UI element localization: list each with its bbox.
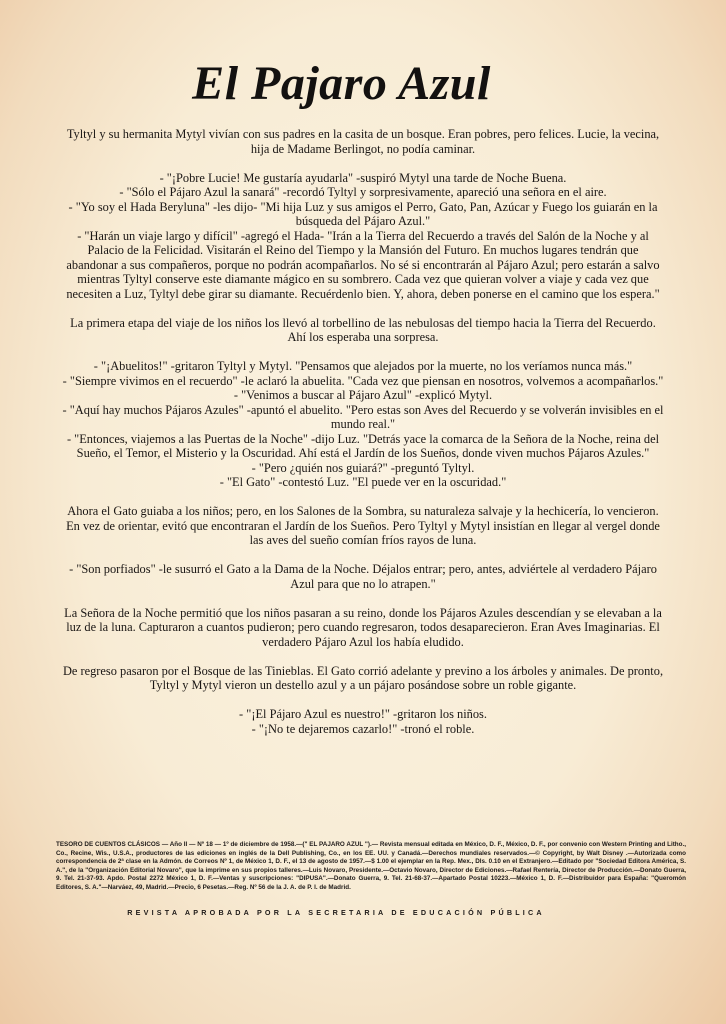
paragraph-gap <box>62 156 664 171</box>
approval-notice: REVISTA APROBADA POR LA SECRETARIA DE EDUCACIÓN PÚBLICA <box>127 908 545 917</box>
story-paragraph: De regreso pasaron por el Bosque de las Tinieblas. El Gato corrió adelante y previno a los árboles y animales. De pronto, Tyltyl y Mytyl vieron un destello azul y a un pájaro posándose sobre un roble gigante. <box>62 663 664 692</box>
story-paragraph: - "Son porfiados" -le susurró el Gato a la Dama de la Noche. Déjalos entrar; pero, antes, adviértele al verdadero Pájaro Azul para que no lo atrapen." <box>69 562 657 591</box>
story-paragraph: Tyltyl y su hermanita Mytyl vivían con sus padres en la casita de un bosque. Eran pobres, pero felices. Lucie, la vecina, hija de Madame Berlingot, no podía caminar. <box>66 127 660 156</box>
story-paragraph: - "Yo soy el Hada Beryluna" -les dijo- "Mi hija Luz y sus amigos el Perro, Gato, Pan, Azúcar y Fuego los guiarán en la búsqueda del Pájaro Azul." <box>68 199 658 228</box>
paragraph-gap <box>62 490 664 505</box>
paragraph-gap <box>62 591 664 606</box>
paragraph-gap <box>62 301 664 316</box>
story-body <box>62 127 664 736</box>
story-paragraph: - "El Gato" -contestó Luz. "El puede ver en la oscuridad." <box>219 475 507 489</box>
paragraph-gap <box>62 693 664 708</box>
story-paragraph: - "Sólo el Pájaro Azul la sanará" -recordó Tyltyl y sorpresivamente, apareció una señora en el aire. <box>119 185 607 199</box>
story-paragraph: La primera etapa del viaje de los niños los llevó al torbellino de las nebulosas del tiempo hacia la Tierra del Recuerdo. Ahí los esperaba una sorpresa. <box>70 315 656 344</box>
paragraph-gap <box>62 548 664 563</box>
story-paragraph: - "¡El Pájaro Azul es nuestro!" -gritaron los niños. <box>239 707 487 721</box>
story-paragraph: - "Aquí hay muchos Pájaros Azules" -apuntó el abuelito. "Pero estas son Aves del Recuerdo y se volverán invisibles en el mundo real." <box>62 402 664 431</box>
story-paragraph: - "¡No te dejaremos cazarlo!" -tronó el roble. <box>251 721 475 736</box>
story-paragraph: - "¡Abuelitos!" -gritaron Tyltyl y Mytyl. "Pensamos que alejados por la muerte, no los veríamos nunca más." <box>93 359 633 373</box>
story-paragraph: La Señora de la Noche permitió que los niños pasaran a su reino, donde los Pájaros Azules descendían y se elevaban a la luz de la luna. Capturaron a cuantos pudieron; pero cuando regresaron, todos desaparecieron. Eran Aves Imaginarias. El verdadero Pájaro Azul los había eludido. <box>64 605 662 649</box>
story-paragraph: - "Siempre vivimos en el recuerdo" -le aclaró la abuelita. "Cada vez que piensan en nosotros, volvemos a acompañarlos." <box>62 373 664 388</box>
paragraph-gap <box>62 345 664 360</box>
story-paragraph: - "Venimos a buscar al Pájaro Azul" -explicó Mytyl. <box>233 388 493 402</box>
page-title: El Pajaro Azul <box>192 57 491 110</box>
story-paragraph: - "Pero ¿quién nos guiará?" -preguntó Tyltyl. <box>251 460 475 475</box>
story-paragraph: - "Entonces, viajemos a las Puertas de la Noche" -dijo Luz. "Detrás yace la comarca de la Señora de la Noche, reina del Sueño, el Temor, el Misterio y la Oscuridad. Ahí está el Jardín de los Sueños, donde viven muchos Pájaros Azules." <box>66 431 660 460</box>
story-paragraph: - "¡Pobre Lucie! Me gustaría ayudarla" -suspiró Mytyl una tarde de Noche Buena. <box>159 170 567 185</box>
publication-credits: TESORO DE CUENTOS CLÁSICOS — Año II — Nº 18 — 1º de diciembre de 1958.—(" EL PAJARO AZUL ").— Revista mensual editada en México, D. F., México, D. F., por convenio con Western Printing and Litho., Co., Recine, Wis., U.S.A., productores de las ediciones en inglés de la Dell Publishing, Co., en los EE. UU. y Canadá.—Derechos mundiales reservados.—© Copyright, by Walt Disney .—Autorizada como correspondencia de 2ª clase en la Admón. de Correos Nº 1, de México 1, D. F., el 13 de agosto de 1957.—$ 1.00 el ejemplar en la Rep. Mex., Dls. 0.10 en el Extranjero.—Editado por "Sociedad Editora América, S. A.", de la "Organización Editorial Novaro", que la imprime en sus propios talleres.—Luis Novaro, Presidente.—Octavio Novaro, Director de Ediciones.—Rafael Rentería, Director de Producción.—Donato Guerra, 9. Tel. 21-37-93. Apdo. Postal 2272 México 1, D. F.—Ventas y suscripciones: "DIPUSA".—Donato Guerra, 9. Tel. 21-68-37.—Apartado Postal 10223.—México 1, D. F.—Distribuidor para España: "Queromón Editores, S. A."—Narváez, 49, Madrid.—Precio, 6 Pesetas.—Reg. Nº 56 de la J. A. de P. I. de Madrid. <box>56 841 686 891</box>
paragraph-gap <box>62 649 664 664</box>
story-paragraph: - "Harán un viaje largo y difícil" -agregó el Hada- "Irán a la Tierra del Recuerdo a través del Salón de la Noche y al Palacio de la Felicidad. Visitarán el Reino del Tiempo y la Mansión del Futuro. En muchos lugares tendrán que abandonar a sus compañeros, porque no podrán acompañarlos. No sé si encontrarán al Pájaro Azul; pero estarán a salvo mientras Tyltyl conserve este diamante mágico en su sombrero. Cada vez que quieran volver a viaje y cada vez que necesiten a Luz, Tyltyl debe girar su diamante. Recuérdenlo bien. Y, ahora, deben ponerse en el camino que los espera." <box>66 228 660 301</box>
story-paragraph: Ahora el Gato guiaba a los niños; pero, en los Salones de la Sombra, su naturaleza salvaje y la hechicería, lo vencieron. En vez de orientar, evitó que encontraran el Jardín de los Sueños. Pero Tyltyl y Mytyl insistían en llegar al vergel donde las aves del sueño comían fríos rayos de luna. <box>66 504 660 547</box>
